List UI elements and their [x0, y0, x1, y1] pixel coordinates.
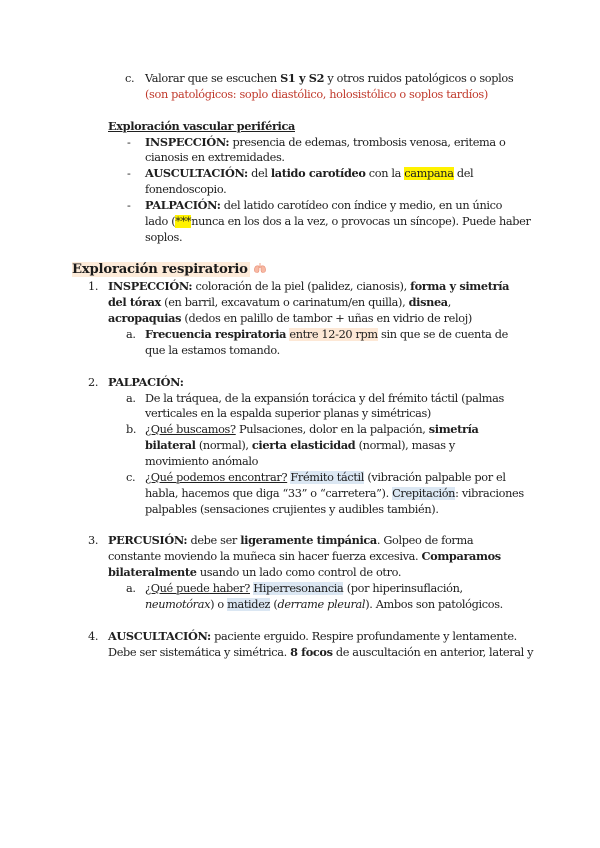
underlined-question: ¿Qué buscamos?: [145, 423, 236, 436]
text-run: lado (: [145, 215, 176, 228]
highlight-blue: Hiperresonancia: [253, 582, 344, 595]
text-run: ,: [447, 296, 452, 309]
highlight-blue: Frémito táctil: [290, 471, 365, 484]
vascular-palpacion-line-3: soplos.: [145, 231, 183, 244]
text-run: ) o: [210, 598, 228, 611]
text-run: debe ser: [187, 534, 241, 547]
text-run: : vibraciones: [455, 487, 524, 500]
bold-text: forma y simetría: [410, 279, 510, 293]
resp-percusion-line-1: [108, 533, 473, 549]
list-marker: b.: [126, 423, 137, 436]
resp-palpacion-c-line-1: [145, 470, 506, 486]
bold-text: acropaquias: [108, 311, 182, 325]
resp-percusion-sub-line-2: [145, 597, 503, 613]
list-marker: 3.: [88, 534, 99, 547]
heading-text: Exploración respiratorio: [72, 262, 248, 277]
text-run: (: [270, 598, 278, 611]
list-marker: c.: [126, 471, 136, 484]
bold-text: del tórax: [108, 295, 161, 309]
vascular-inspeccion-line-2: cianosis en extremidades.: [145, 151, 285, 164]
bold-text: 8 focos: [290, 645, 333, 659]
bullet: -: [127, 167, 131, 180]
text-run: del latido carotídeo con índice y medio, en un único: [220, 199, 503, 212]
list-marker: 2.: [88, 376, 99, 389]
resp-palpacion-c-line-3: palpables (sensaciones crujientes y audibles también).: [145, 503, 439, 516]
highlight-yellow: campana: [404, 167, 454, 180]
section-title-vascular: Exploración vascular periférica: [108, 119, 295, 133]
resp-inspeccion-sub-line-1: [145, 327, 508, 343]
resp-percusion-sub-line-1: [145, 581, 463, 597]
italic-text: derrame pleural: [277, 598, 366, 611]
highlight-orange: entre 12-20 rpm: [289, 328, 378, 341]
italic-text: neumotórax: [145, 598, 211, 611]
text-run: Debe ser sistemática y simétrica.: [108, 646, 291, 659]
resp-palpacion-c-line-2: [145, 486, 524, 502]
resp-palpacion-b-line-1: [145, 422, 479, 438]
vascular-palpacion-line-1: [145, 198, 502, 214]
bold-text: Comparamos: [421, 549, 501, 563]
resp-auscultacion-line-1: [108, 629, 517, 645]
text-run: usando un lado como control de otro.: [196, 566, 402, 579]
bold-text: bilateralmente: [108, 565, 197, 579]
bullet: -: [127, 199, 131, 212]
vascular-inspeccion-line-1: [145, 135, 505, 151]
list-marker: a.: [126, 582, 136, 595]
highlight-blue: matidez: [227, 598, 271, 611]
list-marker: 1.: [88, 280, 99, 293]
bold-text: cierta elasticidad: [251, 438, 356, 452]
vascular-palpacion-line-2: [145, 214, 531, 230]
text-run: . Golpeo de forma: [376, 534, 474, 547]
bold-text: S1 y S2: [280, 71, 325, 85]
text-run: y otros ruidos patológicos o soplos: [324, 72, 514, 85]
text-run: (dedos en palillo de tambor + uñas en vidrio de reloj): [181, 312, 472, 325]
text-run: sin que se de cuenta de: [377, 328, 508, 341]
resp-palpacion-label: PALPACIÓN:: [108, 375, 184, 389]
vascular-auscultacion-line-2: fonendoscopio.: [145, 183, 227, 196]
resp-palpacion-b-line-2: [145, 438, 455, 454]
bold-text: latido carotídeo: [270, 166, 366, 180]
highlight-yellow: ***: [175, 215, 192, 228]
item-label: PALPACIÓN:: [145, 198, 221, 212]
text-run: coloración de la piel (palidez, cianosis),: [192, 280, 411, 293]
item-label: AUSCULTACIÓN:: [108, 629, 211, 643]
text-run: de auscultación en anterior, lateral y: [332, 646, 534, 659]
c-item-line-1: [145, 71, 513, 87]
resp-inspeccion-line-1: [108, 279, 509, 295]
bold-text: Frecuencia respiratoria: [145, 327, 287, 341]
text-run: (normal),: [195, 439, 252, 452]
resp-percusion-line-2: [108, 549, 501, 565]
item-label: AUSCULTACIÓN:: [145, 166, 248, 180]
red-note: (son patológicos: soplo diastólico, holosistólico o soplos tardíos): [145, 88, 488, 101]
resp-inspeccion-line-2: [108, 295, 451, 311]
list-marker: a.: [126, 328, 136, 341]
section-heading-respiratorio: [72, 262, 267, 277]
resp-auscultacion-line-2: [108, 645, 533, 661]
underlined-question: ¿Qué puede haber?: [145, 582, 251, 595]
vascular-auscultacion-line-1: [145, 166, 473, 182]
bold-text: simetría: [428, 422, 479, 436]
resp-palpacion-b-line-3: movimiento anómalo: [145, 455, 259, 468]
underlined-question: ¿Qué podemos encontrar?: [145, 471, 288, 484]
lungs-icon: [253, 262, 267, 274]
item-label: INSPECCIÓN:: [108, 279, 193, 293]
text-run: con la: [365, 167, 405, 180]
text-run: del: [247, 167, 271, 180]
text-run: del: [453, 167, 474, 180]
list-marker: 4.: [88, 630, 99, 643]
bullet: -: [127, 136, 131, 149]
resp-inspeccion-sub-line-2: que la estamos tomando.: [145, 344, 280, 357]
text-run: Pulsaciones, dolor en la palpación,: [235, 423, 429, 436]
resp-palpacion-a-line-1: De la tráquea, de la expansión torácica y del frémito táctil (palmas: [145, 392, 504, 405]
text-run: Valorar que se escuchen: [145, 72, 281, 85]
item-label: PERCUSIÓN:: [108, 533, 188, 547]
resp-inspeccion-line-3: [108, 311, 472, 327]
bold-text: ligeramente timpánica: [240, 533, 377, 547]
item-label: INSPECCIÓN:: [145, 135, 230, 149]
text-run: paciente erguido. Respire profundamente y lentamente.: [210, 630, 517, 643]
text-run: constante moviendo la muñeca sin hacer fuerza excesiva.: [108, 550, 422, 563]
highlight-blue: Crepitación: [392, 487, 456, 500]
bold-text: disnea: [408, 295, 448, 309]
list-marker: c.: [125, 72, 135, 85]
text-run: (en barril, excavatum o carinatum/en quilla),: [160, 296, 409, 309]
text-run: (vibración palpable por el: [364, 471, 506, 484]
list-marker: a.: [126, 392, 136, 405]
resp-palpacion-a-line-2: verticales en la espalda superior planas y simétricas): [145, 407, 431, 420]
text-run: ). Ambos son patológicos.: [365, 598, 503, 611]
resp-percusion-line-3: [108, 565, 401, 581]
bold-text: bilateral: [145, 438, 196, 452]
text-run: (por hiperinsuflación,: [343, 582, 463, 595]
text-run: (normal), masas y: [355, 439, 455, 452]
text-run: nunca en los dos a la vez, o provocas un síncope). Puede haber: [191, 215, 531, 228]
text-run: presencia de edemas, trombosis venosa, eritema o: [232, 136, 506, 149]
text-run: habla, hacemos que diga “33” o “carretera”).: [145, 487, 393, 500]
